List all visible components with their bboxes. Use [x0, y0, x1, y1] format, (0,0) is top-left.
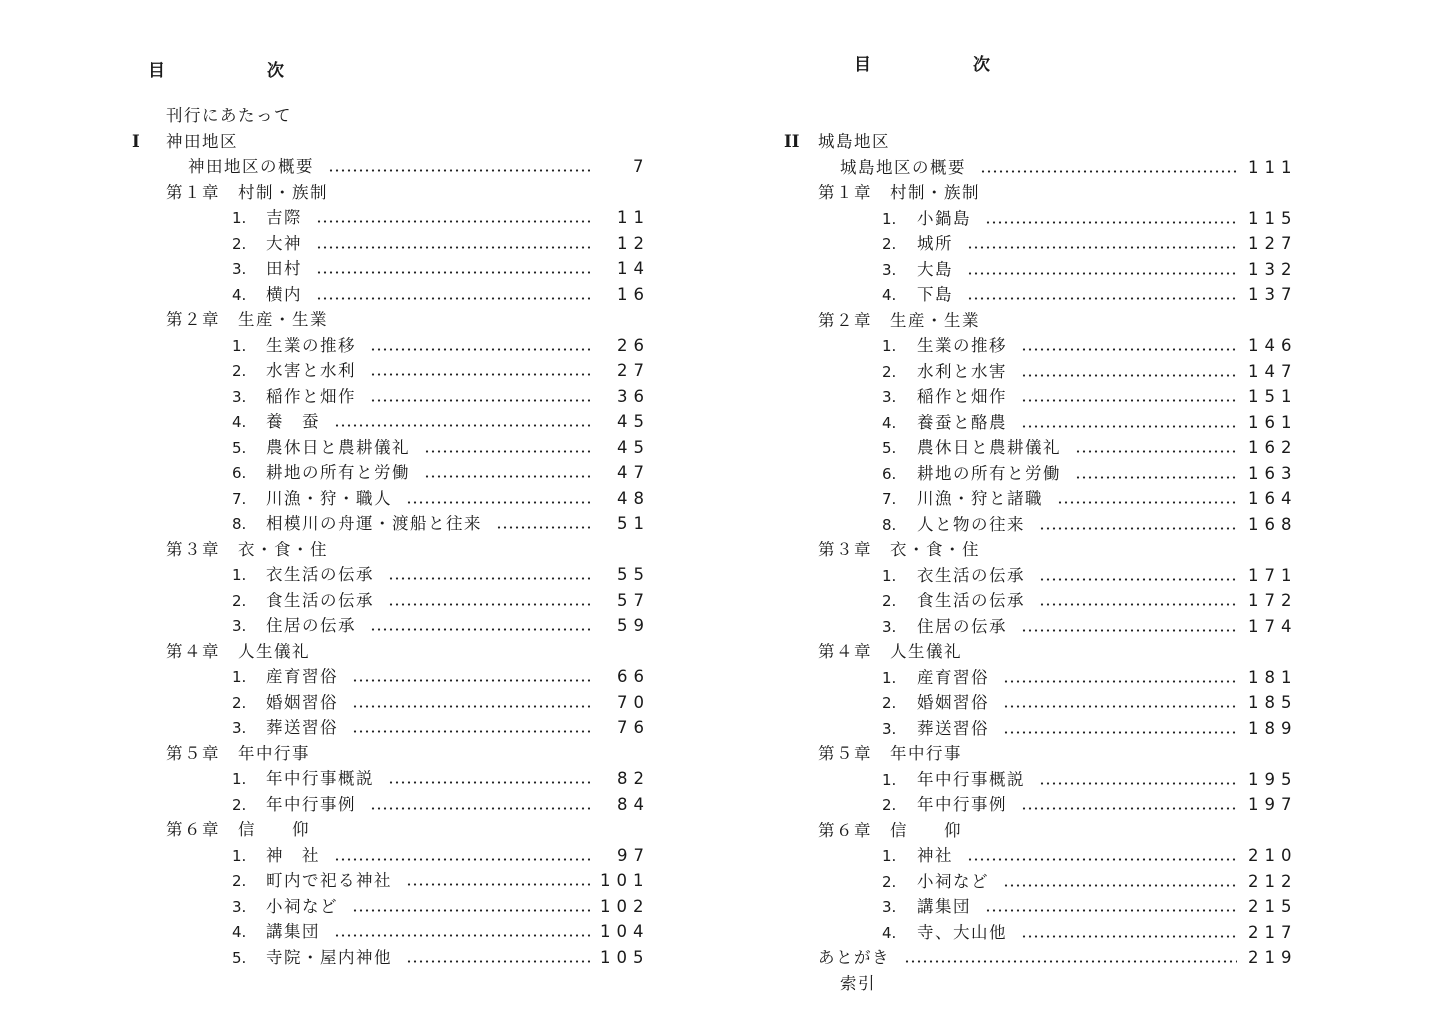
- item-number: 7.: [232, 489, 247, 508]
- entry-title: 寺院・屋内神他: [266, 947, 392, 967]
- dot-leader: [370, 807, 590, 810]
- item-number: 8.: [232, 515, 247, 533]
- entry-title: 下島: [917, 285, 953, 304]
- dot-leader: [352, 730, 590, 733]
- page-number: 102: [600, 896, 650, 916]
- item-number: 6.: [882, 464, 897, 483]
- entry-title: 農休日と農耕儀礼: [917, 438, 1061, 457]
- dot-leader: [1039, 782, 1237, 785]
- entry-title: 町内で祀る神社: [266, 871, 392, 890]
- page-number: 137: [1248, 285, 1298, 304]
- entry-title: 葬送習俗: [266, 718, 338, 737]
- page-number: 219: [1248, 948, 1298, 967]
- item-number: 4.: [882, 923, 897, 942]
- dot-leader: [388, 781, 590, 784]
- chapter-title: 第２章 生産・生業: [818, 310, 980, 330]
- item-number: 1.: [882, 770, 897, 789]
- item-number: 8.: [882, 515, 897, 534]
- entry-title: 婚姻習俗: [266, 692, 338, 712]
- dot-leader: [1003, 731, 1237, 734]
- page-number: 48: [617, 488, 650, 508]
- item-number: 2.: [232, 795, 247, 814]
- part-title: 城島地区: [818, 132, 890, 151]
- item-number: 1.: [232, 209, 247, 227]
- dot-leader: [904, 960, 1237, 963]
- item-number: 5.: [882, 439, 897, 457]
- entry-title: 食生活の伝承: [266, 590, 374, 610]
- dot-leader: [1021, 807, 1237, 810]
- item-number: 4.: [232, 285, 247, 304]
- page-number: 210: [1248, 846, 1298, 865]
- page-number: 11: [617, 208, 650, 227]
- entry-title: 横内: [266, 284, 302, 304]
- dot-leader: [316, 246, 590, 249]
- chapter-title: 第３章 衣・食・住: [166, 539, 328, 559]
- entry-title: 耕地の所有と労働: [266, 463, 410, 482]
- entry-title: 城島地区の概要: [840, 157, 966, 177]
- item-number: 3.: [232, 897, 247, 916]
- page-number: 97: [617, 845, 650, 865]
- entry-title: 養蚕と酪農: [917, 412, 1007, 432]
- entry-title: 産育習俗: [917, 667, 989, 687]
- dot-leader: [334, 858, 590, 861]
- entry-title: 水利と水害: [917, 361, 1007, 381]
- entry-title: 生業の推移: [917, 336, 1007, 355]
- dot-leader: [406, 883, 590, 886]
- dot-leader: [334, 424, 590, 427]
- page-number: 16: [617, 284, 650, 304]
- entry-title: 川漁・狩と諸職: [917, 489, 1043, 508]
- dot-leader: [388, 603, 590, 606]
- dot-leader: [1039, 527, 1237, 530]
- chapter-title: 第５章 年中行事: [818, 744, 962, 763]
- item-number: 2.: [882, 362, 897, 381]
- item-number: 2.: [232, 234, 247, 253]
- page-number: 70: [617, 692, 650, 712]
- page-number: 163: [1248, 463, 1298, 483]
- page-number: 215: [1248, 897, 1298, 916]
- page-number: 147: [1248, 361, 1298, 381]
- page-number: 47: [617, 463, 650, 482]
- entry-title: 小鍋島: [917, 208, 971, 228]
- page-number: 174: [1248, 616, 1298, 636]
- page-number: 162: [1248, 438, 1298, 457]
- dot-leader: [334, 934, 590, 937]
- entry-title: 婚姻習俗: [917, 693, 989, 712]
- dot-leader: [1021, 935, 1237, 938]
- item-number: 6.: [232, 464, 247, 482]
- page-number: 45: [617, 437, 650, 457]
- chapter-title: 第５章 年中行事: [166, 743, 310, 763]
- page-number: 132: [1248, 259, 1298, 279]
- item-number: 7.: [882, 490, 897, 508]
- entry-title: 稲作と畑作: [266, 386, 356, 406]
- dot-leader: [1075, 476, 1237, 479]
- entry-title: 耕地の所有と労働: [917, 463, 1061, 483]
- dot-leader: [328, 169, 590, 172]
- entry-title: あとがき: [818, 948, 890, 967]
- dot-leader: [316, 271, 590, 274]
- entry-title: 農休日と農耕儀礼: [266, 437, 410, 457]
- item-number: 3.: [882, 719, 897, 738]
- entry-title: 吉際: [266, 208, 302, 227]
- page-number: 146: [1248, 336, 1298, 355]
- item-number: 2.: [232, 362, 247, 380]
- toc-title-char: 次: [973, 55, 990, 75]
- page-number: 127: [1248, 234, 1298, 253]
- entry-title: 講集団: [266, 922, 320, 941]
- dot-leader: [1021, 629, 1237, 632]
- dot-leader: [370, 628, 590, 631]
- dot-leader: [424, 450, 590, 453]
- chapter-title: 第４章 人生儀礼: [818, 642, 962, 661]
- entry-title: 食生活の伝承: [917, 591, 1025, 610]
- item-number: 4.: [232, 923, 247, 941]
- item-number: 3.: [232, 719, 247, 737]
- page-number: 7: [633, 157, 650, 176]
- entry-title: 神社: [917, 846, 953, 865]
- item-number: 1.: [232, 846, 247, 865]
- item-number: 2.: [232, 591, 247, 610]
- entry-title: 年中行事概説: [917, 769, 1025, 789]
- entry-title: 田村: [266, 259, 302, 278]
- entry-title: 小祠など: [917, 871, 989, 891]
- page-number: 36: [617, 386, 650, 406]
- page-number: 82: [617, 769, 650, 788]
- entry-title: 住居の伝承: [266, 616, 356, 635]
- dot-leader: [388, 577, 590, 580]
- entry-title: 神田地区の概要: [188, 157, 314, 176]
- item-number: 2.: [882, 796, 897, 814]
- item-number: 2.: [232, 872, 247, 890]
- dot-leader: [1003, 705, 1237, 708]
- page-number: 195: [1248, 769, 1298, 789]
- page-number: 57: [617, 590, 650, 610]
- part-numeral: I: [132, 131, 140, 151]
- dot-leader: [1003, 680, 1237, 683]
- dot-leader: [370, 348, 590, 351]
- entry-title: 索引: [840, 973, 876, 993]
- dot-leader: [1003, 884, 1237, 887]
- chapter-title: 第６章 信 仰: [166, 820, 310, 839]
- part-numeral: II: [784, 132, 800, 151]
- item-number: 4.: [882, 286, 897, 304]
- dot-leader: [1021, 348, 1237, 351]
- entry-title: 大神: [266, 233, 302, 253]
- item-number: 2.: [882, 694, 897, 712]
- page-number: 217: [1248, 922, 1298, 942]
- dot-leader: [967, 297, 1237, 300]
- dot-leader: [352, 679, 590, 682]
- item-number: 3.: [232, 387, 247, 406]
- page-number: 12: [617, 233, 650, 253]
- entry-title: 衣生活の伝承: [917, 565, 1025, 585]
- entry-title: 大島: [917, 259, 953, 279]
- page-number: 212: [1248, 871, 1298, 891]
- dot-leader: [985, 221, 1237, 224]
- dot-leader: [496, 526, 590, 529]
- entry-title: 刊行にあたって: [166, 106, 292, 125]
- page-number: 101: [600, 871, 650, 890]
- entry-title: 衣生活の伝承: [266, 565, 374, 584]
- chapter-title: 第３章 衣・食・住: [818, 540, 980, 559]
- entry-title: 小祠など: [266, 896, 338, 916]
- page-number: 189: [1248, 718, 1298, 738]
- item-number: 3.: [882, 388, 897, 406]
- entry-title: 稲作と畑作: [917, 387, 1007, 406]
- dot-leader: [967, 246, 1237, 249]
- page-number: 59: [617, 616, 650, 635]
- item-number: 3.: [882, 260, 897, 279]
- page-number: 51: [617, 514, 650, 533]
- dot-leader: [370, 373, 590, 376]
- item-number: 5.: [232, 438, 247, 457]
- item-number: 5.: [232, 948, 247, 967]
- entry-title: 住居の伝承: [917, 616, 1007, 636]
- dot-leader: [1075, 450, 1237, 453]
- entry-title: 寺、大山他: [917, 922, 1007, 942]
- item-number: 2.: [882, 235, 897, 253]
- right-page: [720, 0, 1440, 1020]
- chapter-title: 第１章 村制・族制: [818, 183, 980, 202]
- entry-title: 水害と水利: [266, 361, 356, 380]
- dot-leader: [1021, 425, 1237, 428]
- toc-title-char: 次: [267, 61, 284, 81]
- item-number: 4.: [232, 413, 247, 431]
- dot-leader: [424, 475, 590, 478]
- entry-title: 葬送習俗: [917, 718, 989, 738]
- item-number: 1.: [232, 566, 247, 584]
- chapter-title: 第１章 村制・族制: [166, 182, 328, 202]
- item-number: 1.: [882, 847, 897, 865]
- dot-leader: [1039, 578, 1237, 581]
- page-number: 197: [1248, 795, 1298, 814]
- page-number: 27: [617, 361, 650, 380]
- page-number: 151: [1248, 387, 1298, 406]
- page-number: 111: [1248, 157, 1298, 177]
- part-title: 神田地区: [166, 131, 238, 151]
- dot-leader: [316, 220, 590, 223]
- page-number: 14: [617, 259, 650, 278]
- page-number: 171: [1248, 565, 1298, 585]
- dot-leader: [352, 705, 590, 708]
- dot-leader: [980, 170, 1237, 173]
- item-number: 4.: [882, 413, 897, 432]
- entry-title: 城所: [917, 234, 953, 253]
- item-number: 1.: [232, 668, 247, 686]
- item-number: 1.: [882, 566, 897, 585]
- item-number: 2.: [232, 693, 247, 712]
- dot-leader: [1039, 603, 1237, 606]
- page-number: 66: [617, 667, 650, 686]
- page-number: 172: [1248, 591, 1298, 610]
- dot-leader: [967, 858, 1237, 861]
- entry-title: 生業の推移: [266, 335, 356, 355]
- item-number: 1.: [882, 668, 897, 687]
- page-number: 45: [617, 412, 650, 431]
- item-number: 1.: [882, 209, 897, 228]
- item-number: 3.: [882, 617, 897, 636]
- entry-title: 年中行事例: [266, 794, 356, 814]
- dot-leader: [316, 297, 590, 300]
- page-number: 76: [617, 718, 650, 737]
- page-number: 104: [600, 922, 650, 941]
- page-number: 105: [600, 947, 650, 967]
- entry-title: 産育習俗: [266, 667, 338, 686]
- page-number: 164: [1248, 489, 1298, 508]
- dot-leader: [370, 399, 590, 402]
- entry-title: 講集団: [917, 897, 971, 916]
- dot-leader: [406, 501, 590, 504]
- page-number: 84: [617, 794, 650, 814]
- item-number: 3.: [232, 260, 247, 278]
- entry-title: 年中行事概説: [266, 769, 374, 788]
- entry-title: 川漁・狩・職人: [266, 488, 392, 508]
- page-number: 181: [1248, 667, 1298, 687]
- item-number: 1.: [232, 336, 247, 355]
- page-number: 185: [1248, 693, 1298, 712]
- entry-title: 年中行事例: [917, 795, 1007, 814]
- dot-leader: [1057, 501, 1237, 504]
- page-number: 168: [1248, 514, 1298, 534]
- item-number: 1.: [882, 337, 897, 355]
- dot-leader: [985, 909, 1237, 912]
- page-number: 161: [1248, 412, 1298, 432]
- dot-leader: [967, 272, 1237, 275]
- entry-title: 神 社: [266, 845, 320, 865]
- item-number: 3.: [882, 898, 897, 916]
- page-number: 26: [617, 335, 650, 355]
- chapter-title: 第４章 人生儀礼: [166, 641, 310, 661]
- entry-title: 養 蚕: [266, 412, 320, 431]
- item-number: 3.: [232, 617, 247, 635]
- chapter-title: 第６章 信 仰: [818, 820, 962, 840]
- toc-title-char: 目: [854, 55, 871, 75]
- entry-title: 相模川の舟運・渡船と往来: [266, 514, 482, 533]
- item-number: 2.: [882, 872, 897, 891]
- chapter-title: 第２章 生産・生業: [166, 310, 328, 329]
- page-number: 55: [617, 565, 650, 584]
- dot-leader: [406, 960, 590, 963]
- item-number: 2.: [882, 592, 897, 610]
- dot-leader: [352, 909, 590, 912]
- dot-leader: [1021, 399, 1237, 402]
- dot-leader: [1021, 374, 1237, 377]
- entry-title: 人と物の往来: [917, 514, 1025, 534]
- page-number: 115: [1248, 208, 1298, 228]
- toc-title-char: 目: [148, 61, 165, 81]
- item-number: 1.: [232, 770, 247, 788]
